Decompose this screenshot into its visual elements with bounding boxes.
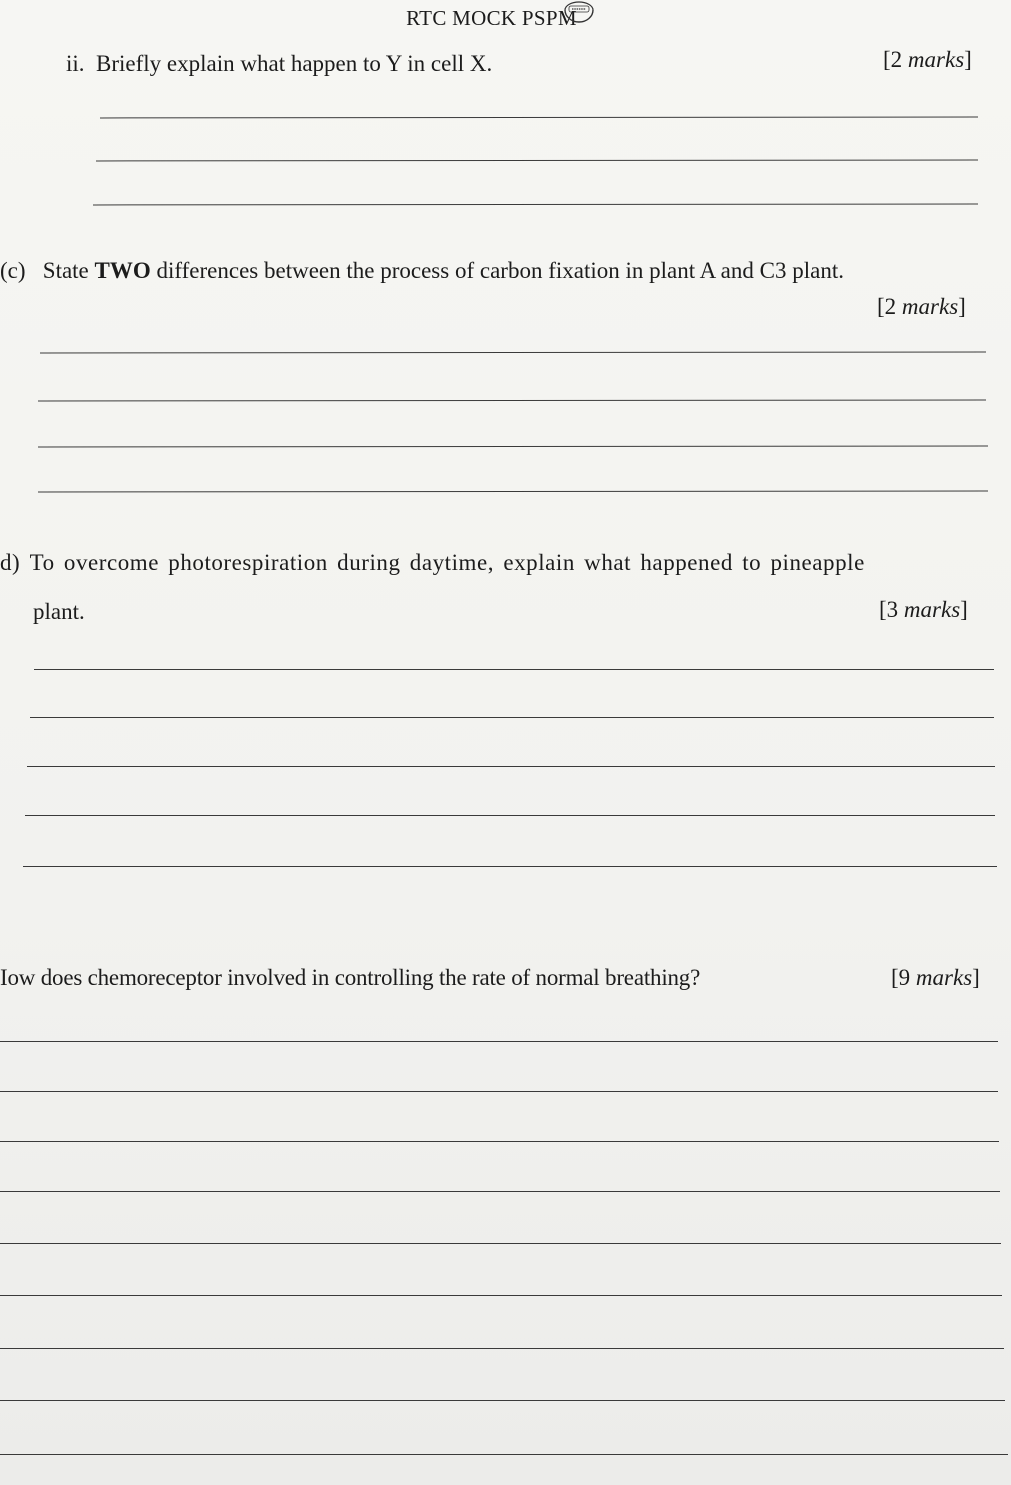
answer-line[interactable] [0,1091,998,1092]
answer-line[interactable] [0,1400,1005,1401]
exam-title: RTC MOCK PSPM [406,6,577,30]
question-text-start: State [42,258,95,283]
answer-line[interactable] [0,1348,1004,1349]
answer-line[interactable] [0,1191,1000,1192]
answer-line[interactable] [0,1454,1008,1455]
answer-line[interactable] [30,717,994,718]
page-header [0,6,1011,31]
question-d [0,551,865,574]
question-number: d) [0,550,21,575]
question-text-end: differences between the process of carbon fixation in plant A and C3 plant. [150,258,844,283]
question-number: (c) [0,258,26,283]
question-number: ii. [66,51,85,76]
answer-line[interactable] [25,815,995,816]
marks-label: [2 marks] [883,47,972,72]
answer-line[interactable] [0,1041,998,1042]
answer-line[interactable] [0,1141,999,1142]
answer-line[interactable] [27,766,995,767]
question-ii [66,52,492,75]
question-text: To overcome photorespiration during daytime, explain what happened to pineapple [29,550,865,575]
marks-label: [3 marks] [879,597,968,622]
answer-line[interactable] [0,1243,1001,1244]
answer-line[interactable] [0,1295,1002,1296]
question-e: Iow does chemoreceptor involved in controlling the rate of normal breathing? [0,965,701,990]
marks-label: [9 marks] [891,965,980,990]
biology-badge-icon [561,0,597,26]
answer-line[interactable] [34,669,994,670]
marks-label: [2 marks] [877,294,966,319]
answer-line[interactable] [23,866,997,867]
question-c [0,259,844,282]
question-text: Briefly explain what happen to Y in cell X. [96,51,493,76]
emphasis-text: TWO [94,258,151,283]
question-d-continued: plant. [33,599,85,624]
